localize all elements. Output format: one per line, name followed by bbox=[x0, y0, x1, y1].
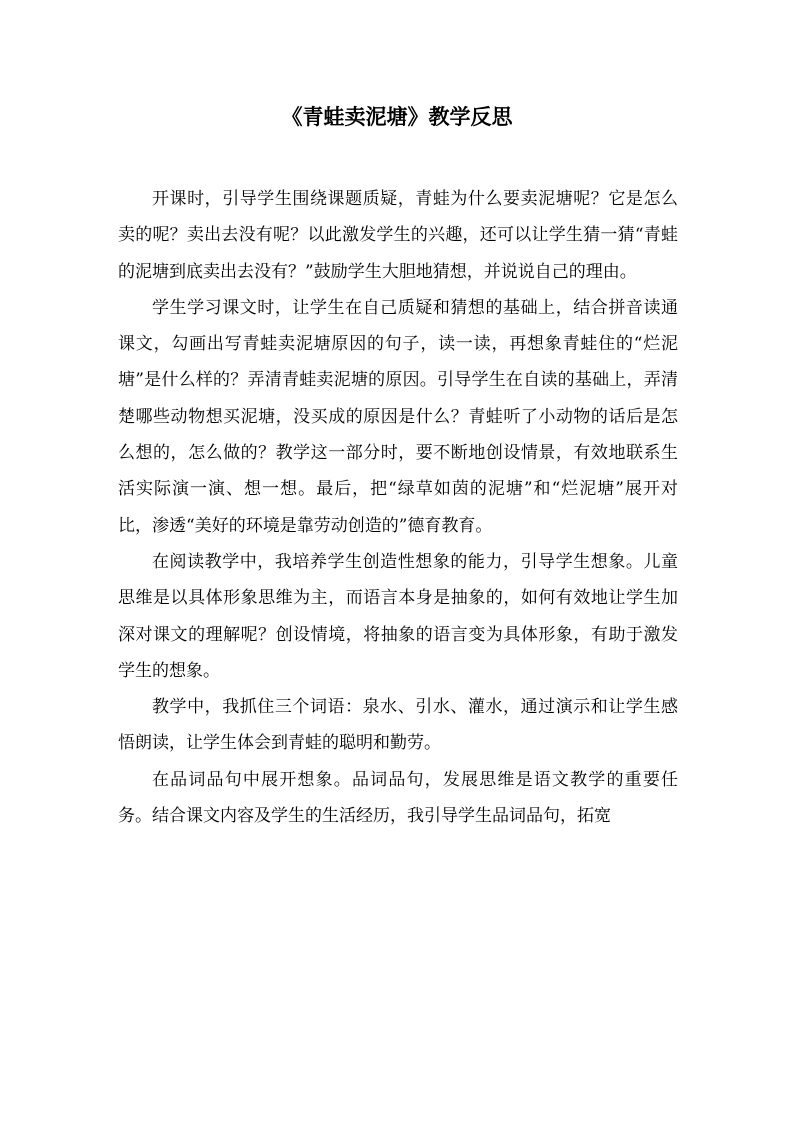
document-body bbox=[118, 181, 678, 834]
paragraph-3: 在阅读教学中，我培养学生创造性想象的能力，引导学生想象。儿童思维是以具体形象思维为主，而语言本身是抽象的，如何有效地让学生加深对课文的理解呢？创设情境，将抽象的语言变为具体形象，有助于激发学生的想象。 bbox=[118, 551, 678, 681]
paragraph-1: 开课时，引导学生围绕课题质疑，青蛙为什么要卖泥塘呢？它是怎么卖的呢？卖出去没有呢？以此激发学生的兴趣，还可以让学生猜一猜“青蛙的泥塘到底卖出去没有？”鼓励学生大胆地猜想，并说说自己的理由。 bbox=[118, 189, 678, 282]
paragraph-2: 学生学习课文时，让学生在自己质疑和猜想的基础上，结合拼音读通课文，勾画出写青蛙卖泥塘原因的句子，读一读，再想象青蛙住的“烂泥塘”是什么样的？弄清青蛙卖泥塘的原因。引导学生在自读的基础上，弄清楚哪些动物想买泥塘，没买成的原因是什么？青蛙听了小动物的话后是怎么想的，怎么做的？教学这一部分时，要不断地创设情景，有效地联系生活实际演一演、想一想。最后，把“绿草如茵的泥塘”和“烂泥塘”展开对比，渗透“美好的环境是靠劳动创造的”德育教育。 bbox=[118, 297, 678, 536]
document-title: 《青蛙卖泥塘》教学反思 bbox=[281, 104, 513, 129]
paragraph-5: 在品词品句中展开想象。品词品句，发展思维是语文教学的重要任务。结合课文内容及学生的生活经历，我引导学生品词品句，拓宽 bbox=[118, 769, 678, 827]
paragraph-4: 教学中，我抓住三个词语：泉水、引水、灌水，通过演示和让学生感悟朗读，让学生体会到青蛙的聪明和勤劳。 bbox=[118, 697, 678, 754]
